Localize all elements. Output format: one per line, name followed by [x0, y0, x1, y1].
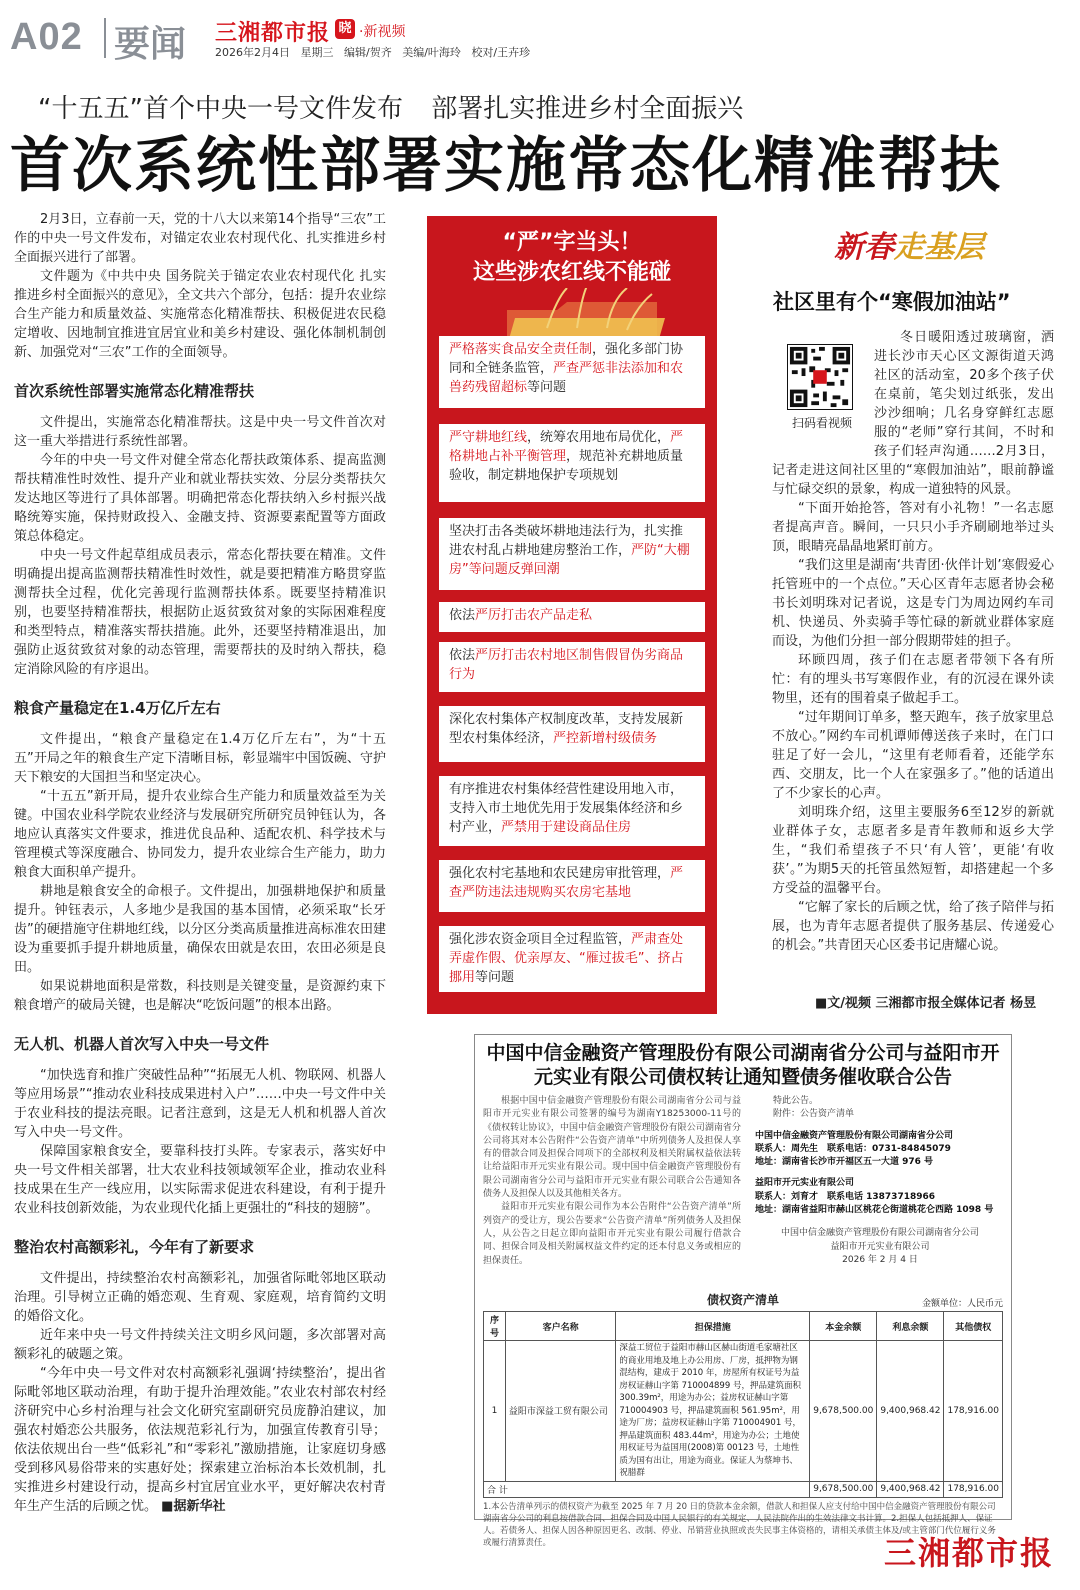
- notice-title: 中国中信金融资产管理股份有限公司湖南省分公司与益阳市开元实业有限公司债权转让通知暨债务催收联合公告: [486, 1042, 1000, 1088]
- brand-part-1: 新春: [834, 230, 894, 265]
- company-2-contact: 联系人：刘育才 联系电话 13873718966: [755, 1191, 936, 1202]
- main-headline: 首次系统性部署实施常态化精准帮扶: [10, 131, 1002, 201]
- article-paragraph: 保障国家粮食安全，要靠科技打头阵。专家表示，落实好中央一号文件相关部署，壮大农业科技领域领军企业，推动农业科技成果在生产一线应用，以实际需求促进农科建设，有利于提升农业科技创新效能，为农业现代化插上更强壮的“科技的翅膀”。: [14, 1144, 386, 1216]
- col-header: 本金余额: [810, 1312, 877, 1341]
- issue-date: 2026年2月4日: [215, 46, 290, 59]
- redline-highlight: 严肃查处弄虚作假、优亲厚友、“雁过拔毛”、挤占挪用: [449, 932, 684, 985]
- cell-guarantee: 深益工贸位于益阳市赫山区赫山街道毛家塘社区的商业用地及地上办公用房、厂房，抵押物为钢混结构，建成于 2010 年，房屋所有权证号为益房权证赫山字第 710004899 号，押品建筑面积 300.39m²，用途为办公；益房权证赫山字第 710004903 号，押品建筑面积 561.95m²，用途为厂房；益房权证赫山字第 710004901 号，押品建筑面积 483.44m²，用途为办公；土地使用权证号为益国用(2008)第 00123 号，土地性质为国有出让，用途为商业。保证人为蔡坤书、祝腊群: [616, 1341, 810, 1482]
- feature-paragraph: 环顾四周，孩子们在志愿者带领下各有所忙：有的埋头书写寒假作业，有的沉浸在课外读物里，还有的围着桌子做起手工。: [772, 653, 1054, 706]
- legal-notice: [474, 1034, 1012, 1548]
- company-1-contact: 联系人：周先生 联系电话：0731-84845079: [755, 1143, 951, 1154]
- redline-text: 有序推进农村集体经营性建设用地入市，支持入市土地优先用于发展集体经济和乡村产业，: [449, 782, 684, 835]
- redline-highlight: 严查严防违法违规购买农房宅基地: [449, 866, 684, 900]
- redline-text: 依法: [449, 608, 476, 623]
- masthead: [10, 12, 1070, 65]
- redline-item: [439, 776, 705, 846]
- kicker-part-2: 部署扎实推进乡村全面振兴: [431, 94, 744, 124]
- total-interest: 9,400,968.42: [877, 1481, 944, 1497]
- footer-logo: 三湘都市报: [884, 1534, 1055, 1572]
- notice-contacts: [755, 1095, 1005, 1267]
- table-note: 1.本公告清单列示的债权资产为截至 2025 年 7 月 20 日的贷款本金余额，借款人和担保人应支付给中国中信金融资产管理股份有限公司湖南省分公司的利息按借款合同、担保合同及中国人民银行的有关规定、人民法院作出的生效法律文书计算。2.担保人包括抵押人、保证人。若债务人、担保人因各种原因更名、改制、停业、吊销营业执照或丧失民事主体资格的，请相关承债主体及/或主管部门代位履行义务或履行清算责任。: [483, 1501, 996, 1548]
- logo-tagline: ·新视频: [359, 24, 406, 40]
- article-subheading: 首次系统性部署实施常态化精准帮扶: [14, 382, 255, 400]
- feature-paragraph: “下面开始抢答，答对有小礼物！”一名志愿者提高声音。瞬间，一只只小手齐刷刷地举过头顶，眼睛亮晶晶地紧盯前方。: [772, 501, 1054, 554]
- col-header: 利息余额: [877, 1312, 944, 1341]
- article-subheading: 整治农村高额彩礼，今年有了新要求: [14, 1238, 255, 1256]
- redline-item: [439, 518, 705, 590]
- signature-block: [755, 1227, 1005, 1267]
- article-subheading: 无人机、机器人首次写入中央一号文件: [14, 1035, 270, 1053]
- redline-text: 强化涉农资金项目全过程监管，: [449, 932, 632, 947]
- feature-paragraph: “过年期间订单多，整天跑车，孩子放家里总不放心。”网约车司机谭师傅送孩子来时，在门口驻足了好一会儿，“这里有老师看着，还能学东西、交朋友，比一个人在家强多了。”他的话道出了不少家长的心声。: [772, 710, 1054, 801]
- debt-table: [483, 1311, 1003, 1498]
- redlines-panel: [427, 216, 717, 1014]
- art-credit: 美编/叶海玲: [402, 46, 461, 59]
- redline-item: [439, 860, 705, 912]
- redline-highlight: 严厉打击农村地区制售假冒伪劣商品行为: [449, 648, 684, 682]
- redline-text: 深化农村集体产权制度改革，支持发展新型农村集体经济，: [449, 712, 684, 746]
- redline-item: [439, 642, 705, 692]
- redline-highlight: 严查严惩非法添加和农兽药残留超标: [449, 361, 684, 395]
- table-unit: 金额单位：人民币元: [921, 1299, 1003, 1309]
- newspaper-logo: 三湘都市报: [215, 21, 331, 46]
- redline-highlight: 严守耕地红线: [449, 430, 528, 445]
- cell-interest: 9,400,968.42: [877, 1341, 944, 1482]
- article-paragraph: 文件题为《中共中央 国务院关于锚定农业农村现代化 扎实推进乡村全面振兴的意见》，全文共六个部分，包括：提升农业综合生产能力和质量效益、实施常态化精准帮扶、积极促进农民稳定增收、因地制宜推进宜居宜业和美乡村建设、强化体制机制创新、加强党对“三农”工作的全面领导。: [14, 269, 386, 360]
- article-paragraph: 如果说耕地面积是常数，科技则是关键变量，是资源约束下粮食增产的破局关键，也是解决“吃饭问题”的根本出路。: [14, 979, 386, 1013]
- redline-highlight: 严格耕地占补平衡管理: [449, 430, 684, 464]
- article-last-text: “今年中央一号文件对农村高额彩礼强调‘持续整治’，提出省际毗邻地区联动治理，有助于提升治理效能。”农业农村部农村经济研究中心乡村治理与社会文化研究室副研究员庞静泊建议，加强农村婚恋公共服务，依法规范彩礼行为，加强宣传教育引导；依法依规出台一些“低彩礼”和“零彩礼”激励措施，让家庭切身感受到移风易俗带来的实惠好处；探索建立治标治本长效机制，扎实推进乡村建设行动，提高乡村宜居宜业水平，更好解决农村青年生产生活的后顾之忧。: [14, 1366, 386, 1514]
- proof-credit: 校对/王卉珍: [471, 46, 531, 59]
- redline-text: 依法: [449, 648, 476, 663]
- redline-item: [439, 424, 705, 502]
- brand-part-2: 走基层: [894, 230, 984, 265]
- masthead-meta: [215, 44, 537, 60]
- total-other: 178,916.00: [944, 1481, 1003, 1497]
- article-paragraph: “十五五”新开局，提升农业综合生产能力和质量效益至为关键。中国农业科学院农业经济与发展研究所研究员钟钰认为，各地应认真落实文件要求，推进优良品种、适配农机、科学技术与管理模式等深度融合、协同发力，提升农业综合生产能力，助力粮食大面积单产提升。: [14, 789, 386, 880]
- redline-highlight: 严格落实食品安全责任制: [449, 342, 593, 357]
- company-1-name: 中国中信金融资产管理股份有限公司湖南省分公司: [755, 1130, 954, 1141]
- article-paragraph: 文件提出，持续整治农村高额彩礼，加强省际毗邻地区联动治理。引导树立正确的婚恋观、生育观、家庭观，培育简约文明的婚俗文化。: [14, 1271, 386, 1324]
- company-2-name: 益阳市开元实业有限公司: [755, 1178, 855, 1189]
- total-label: 合 计: [484, 1481, 810, 1497]
- table-total-row: [484, 1481, 1003, 1497]
- redline-highlight: 严禁用于建设商品住房: [501, 820, 632, 835]
- article-paragraph: [14, 1364, 386, 1516]
- company-2-address: 地址：湖南省益阳市赫山区桃花仑街道桃花仑西路 1098 号: [755, 1205, 994, 1216]
- cell-principal: 9,678,500.00: [810, 1341, 877, 1482]
- notice-body: [483, 1095, 741, 1268]
- notice-special: 特此公告。: [773, 1096, 819, 1106]
- redline-item: [439, 602, 705, 632]
- logo-badge-icon: 晓: [335, 19, 355, 39]
- notice-paragraph: 根据中国中信金融资产管理股份有限公司湖南省分公司与益阳市开元实业有限公司签署的编号为湖南Y18253000-11号的《债权转让协议》，中国中信金融资产管理股份有限公司湖南省分公司将其对本公告附件“公告资产清单”中所列债务人及担保人享有的借款合同及担保合同项下的全部权利及相关附属权益依法转让给益阳市开元实业有限公司。现中国中信金融资产管理股份有限公司湖南省分公司与益阳市开元实业有限公司联合公告通知各债务人及担保人以及其他相关各方。: [483, 1096, 741, 1200]
- signature-1: 中国中信金融资产管理股份有限公司湖南省分公司: [780, 1228, 979, 1239]
- notice-attachment: 附件：公告资产清单: [773, 1109, 855, 1120]
- redlines-title-line-1: “严”字当头！: [502, 230, 642, 255]
- redline-highlight: 严防“大棚房”等问题反弹回潮: [449, 543, 690, 577]
- cell-other: 178,916.00: [944, 1341, 1003, 1482]
- redline-item: [439, 336, 705, 408]
- table-title: 债权资产清单: [706, 1293, 779, 1307]
- feature-paragraph: “我们这里是湖南‘共青团·伙伴计划’寒假爱心托管班中的一个点位。”天心区青年志愿者协会秘书长刘明珠对记者说，这是专门为周边网约车司机、快递员、外卖骑手等忙碌的新就业群体家庭而设，为他们分担一部分假期带娃的担子。: [772, 558, 1054, 649]
- article-subheading: 粮食产量稳定在1.4万亿斤左右: [14, 699, 221, 717]
- article-paragraph: 耕地是粮食安全的命根子。文件提出，加强耕地保护和质量提升。钟钰表示，人多地少是我国的基本国情，必须采取“长牙齿”的硬措施守住耕地红线，以分区分类高质量推进高标准农田建设为重要抓手提升耕地质量，确保农田就是农田，农田必须是良田。: [14, 884, 386, 975]
- page-number: A02: [10, 16, 83, 58]
- notice-paragraph: 益阳市开元实业有限公司作为本公告附件“公告资产清单”所列资产的受让方，现公告要求“公告资产清单”所列债务人及担保人，从公告之日起立即向益阳市开元实业有限公司履行借款合同、担保合同及相关附属权益文件约定的还本付息义务或相应的担保责任。: [483, 1202, 741, 1266]
- redline-highlight: 严控新增村级债务: [553, 731, 658, 746]
- signature-date: 2026 年 2 月 4 日: [842, 1254, 918, 1265]
- article-paragraph: 文件提出，实施常态化精准帮扶。这是中央一号文件首次对这一重大举措进行系统性部署。: [14, 415, 386, 449]
- redline-text: 等问题: [475, 970, 515, 985]
- redlines-title: [427, 228, 717, 288]
- feature-byline: ■文/视频 三湘都市报全媒体记者 杨昱: [815, 996, 1037, 1011]
- redline-text: 等问题: [527, 380, 567, 395]
- signature-2: 益阳市开元实业有限公司: [830, 1241, 930, 1252]
- redline-text: 强化农村宅基地和农民建房审批管理，: [449, 866, 671, 881]
- col-header: 客户名称: [505, 1312, 615, 1341]
- cell-no: 1: [484, 1341, 506, 1482]
- article-paragraph: 2月3日，立春前一天，党的十八大以来第14个指导“三农”工作的中央一号文件发布，对锚定农业农村现代化、扎实推进乡村全面振兴进行了部署。: [14, 212, 386, 265]
- redline-text: ，统筹农用地布局优化，: [527, 430, 671, 445]
- cell-customer: 益阳市深益工贸有限公司: [505, 1341, 615, 1482]
- editor-credit: 编辑/贺齐: [344, 46, 392, 59]
- redline-item: [439, 926, 705, 992]
- qr-code-icon[interactable]: [787, 344, 853, 410]
- feature-title: 社区里有个“寒假加油站”: [773, 290, 1011, 314]
- qr-label: 扫码看视频: [791, 416, 852, 430]
- article-paragraph: 文件提出，“粮食产量稳定在1.4万亿斤左右”，为“十五五”开局之年的粮食生产定下清晰目标，彰显端牢中国饭碗、守护天下粮安的大国担当和坚定决心。: [14, 732, 386, 785]
- redlines-title-line-2: 这些涉农红线不能碰: [472, 260, 671, 285]
- article-paragraph: 今年的中央一号文件对健全常态化帮扶政策体系、提高监测帮扶精准性时效性、提升产业和就业帮扶实效、分层分类帮扶欠发达地区等进行了具体部署。明确把常态化帮扶纳入乡村振兴战略统筹实施，保持财政投入、金融支持、资源要素配置等方面政策总体稳定。: [14, 453, 386, 544]
- feature-paragraph: 刘明珠介绍，这里主要服务6至12岁的新就业群体子女，志愿者多是青年教师和返乡大学生，“我们希望孩子不只‘有人管’，更能‘有收获’。”为期5天的托管虽然短暂，却搭建起一个多方受益的温馨平台。: [772, 805, 1054, 896]
- col-header: 其他债权: [944, 1312, 1003, 1341]
- redline-item: [439, 706, 705, 762]
- article-paragraph: “加快选育和推广突破性品种”“拓展无人机、物联网、机器人等应用场景”“推动农业科技成果进村入户”……中央一号文件中关于农业科技的提法亮眼。记者注意到，这是无人机和机器人首次写入中央一号文件。: [14, 1068, 386, 1140]
- total-principal: 9,678,500.00: [810, 1481, 877, 1497]
- col-header: 序号: [484, 1312, 506, 1341]
- column-brand: [834, 222, 984, 266]
- feature-paragraph: 冬日暖阳透过玻璃窗，洒进长沙市天心区文源街道天鸿社区的活动室，20多个孩子伏在桌前，笔尖划过纸张，发出沙沙细响；几名身穿鲜红志愿服的“老师”穿行其间，不时和孩子们轻声沟通……2月3日，记者走进这间社区里的“寒假加油站”，眼前静谧与忙碌交织的景象，构成一道独特的风景。: [772, 330, 1054, 497]
- article-source: ■据新华社: [161, 1499, 226, 1514]
- issue-weekday: 星期三: [300, 46, 334, 59]
- masthead-divider: [104, 18, 106, 58]
- main-article: [14, 210, 386, 1516]
- feature-paragraph: “它解了家长的后顾之忧，给了孩子陪伴与拓展，也为青年志愿者提供了服务基层、传递爱心的机会。”共青团天心区委书记唐耀心说。: [772, 900, 1054, 953]
- table-row: [484, 1341, 1003, 1482]
- company-1-address: 地址：湖南省长沙市开福区五一大道 976 号: [755, 1157, 934, 1168]
- redline-highlight: 严厉打击农产品走私: [475, 608, 593, 623]
- article-paragraph: 中央一号文件起草组成员表示，常态化帮扶要在精准。文件明确提出提高监测帮扶精准性时效性，就是要把精准方略贯穿监测帮扶全过程，优化完善现行监测帮扶体系。既要坚持精准识别，也要坚持精准帮扶，根据防止返贫致贫对象的实际困难程度和类型特点，精准落实帮扶措施。此外，还要坚持精准退出，加强防止返贫致贫对象的动态管理，需要帮扶的及时纳入帮扶，稳定消除风险的有序退出。: [14, 548, 386, 677]
- col-header: 担保措施: [616, 1312, 810, 1341]
- kicker-part-1: “十五五”首个中央一号文件发布: [38, 94, 403, 124]
- redline-text: 坚决打击各类破坏耕地违法行为，扎实推进农村乱占耕地建房整治工作，: [449, 524, 684, 558]
- article-paragraph: 近年来中央一号文件持续关注文明乡风问题，多次部署对高额彩礼的破题之策。: [14, 1328, 386, 1362]
- redline-text: ，规范补充耕地质量验收，制定耕地保护专项规划: [449, 449, 684, 483]
- redline-text: ，强化多部门协同和全链条监管，: [449, 342, 684, 376]
- section-name: 要闻: [114, 24, 187, 65]
